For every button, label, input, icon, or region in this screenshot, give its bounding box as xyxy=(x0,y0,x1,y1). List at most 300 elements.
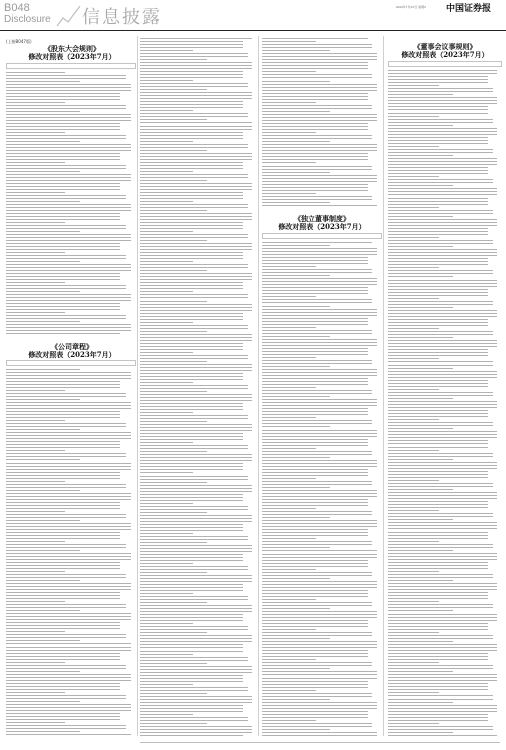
text-line xyxy=(6,469,131,470)
text-line xyxy=(140,415,248,416)
text-line xyxy=(388,422,493,423)
text-line xyxy=(388,528,497,529)
text-line xyxy=(388,692,439,693)
text-line xyxy=(388,286,497,287)
text-line xyxy=(140,666,252,667)
text-line xyxy=(388,659,488,660)
text-line xyxy=(6,616,131,617)
text-line xyxy=(140,690,248,691)
text-line xyxy=(140,195,243,196)
text-line xyxy=(140,409,243,410)
text-line xyxy=(388,322,488,323)
text-line xyxy=(262,511,372,512)
text-line xyxy=(140,672,252,673)
text-line xyxy=(262,120,377,121)
section-name-en: Disclosure xyxy=(4,14,51,25)
text-line xyxy=(388,419,439,420)
text-line xyxy=(262,554,377,555)
text-line xyxy=(140,563,193,564)
text-line xyxy=(262,41,316,42)
text-line xyxy=(6,695,126,696)
text-line xyxy=(140,451,207,452)
text-line xyxy=(140,539,248,540)
text-line xyxy=(262,117,377,118)
text-line xyxy=(6,309,120,310)
text-line xyxy=(140,337,252,338)
text-line xyxy=(262,590,368,591)
text-line xyxy=(388,328,439,329)
text-line xyxy=(6,487,126,488)
text-line xyxy=(388,176,439,177)
text-line xyxy=(388,623,488,624)
text-line xyxy=(388,401,497,402)
text-line xyxy=(262,587,377,588)
text-line xyxy=(140,382,193,383)
text-line xyxy=(140,291,193,292)
text-line xyxy=(388,647,497,648)
text-line xyxy=(262,38,368,39)
text-line xyxy=(262,251,377,252)
text-line xyxy=(6,129,120,130)
text-line xyxy=(262,50,330,51)
text-line xyxy=(6,526,131,527)
text-line xyxy=(6,105,126,106)
text-line xyxy=(262,408,368,409)
text-line xyxy=(6,583,131,584)
text-line xyxy=(388,644,497,645)
text-line xyxy=(262,351,368,352)
text-line xyxy=(6,180,131,181)
text-line xyxy=(262,490,377,491)
text-line xyxy=(388,538,488,539)
text-line xyxy=(262,47,372,48)
text-line xyxy=(140,162,243,163)
text-line xyxy=(388,380,488,381)
text-line xyxy=(262,402,377,403)
text-line xyxy=(6,372,131,373)
text-line xyxy=(388,483,493,484)
text-line xyxy=(6,174,131,175)
text-line xyxy=(140,219,252,220)
text-line xyxy=(6,90,131,91)
text-line xyxy=(6,285,126,286)
text-line xyxy=(6,264,131,265)
text-line xyxy=(140,614,243,615)
text-line xyxy=(388,70,497,71)
text-line xyxy=(262,77,372,78)
text-line xyxy=(6,417,120,418)
text-line xyxy=(388,504,488,505)
text-line xyxy=(262,193,316,194)
text-line xyxy=(388,106,488,107)
text-line xyxy=(140,192,243,193)
text-line xyxy=(262,302,372,303)
text-line xyxy=(6,553,131,554)
text-line xyxy=(6,662,65,663)
text-line xyxy=(140,711,243,712)
text-line xyxy=(388,128,497,129)
text-line xyxy=(262,126,368,127)
text-line xyxy=(262,360,372,361)
text-line xyxy=(140,47,243,48)
text-line xyxy=(262,248,377,249)
text-line xyxy=(6,333,120,334)
text-line xyxy=(140,418,248,419)
text-line xyxy=(140,77,243,78)
text-line xyxy=(140,159,252,160)
text-line xyxy=(140,551,252,552)
text-line xyxy=(140,687,248,688)
text-line xyxy=(140,518,252,519)
text-line xyxy=(262,656,368,657)
text-line xyxy=(262,678,377,679)
text-line xyxy=(6,213,120,214)
text-line xyxy=(140,322,193,323)
text-line xyxy=(262,65,368,66)
table-title-name: 《公司章程》 xyxy=(51,342,93,351)
text-line xyxy=(262,269,372,270)
text-line xyxy=(140,442,193,443)
text-line xyxy=(388,671,453,672)
text-line xyxy=(6,189,120,190)
text-line xyxy=(388,149,493,150)
text-line xyxy=(388,450,439,451)
text-line xyxy=(388,316,497,317)
text-line xyxy=(388,276,453,277)
text-line xyxy=(140,83,248,84)
text-line xyxy=(140,89,207,90)
text-line xyxy=(388,510,439,511)
text-line xyxy=(140,530,243,531)
text-line xyxy=(262,56,377,57)
text-line xyxy=(6,472,120,473)
text-line xyxy=(388,225,497,226)
text-line xyxy=(262,714,368,715)
text-line xyxy=(388,346,497,347)
text-line xyxy=(262,687,368,688)
text-line xyxy=(140,548,252,549)
text-line xyxy=(262,135,372,136)
text-line xyxy=(262,647,377,648)
text-line xyxy=(262,611,377,612)
text-line xyxy=(6,595,120,596)
text-line xyxy=(6,478,120,479)
text-line xyxy=(140,566,248,567)
text-line xyxy=(388,434,497,435)
text-line xyxy=(262,493,377,494)
text-line xyxy=(388,94,453,95)
text-line xyxy=(6,216,120,217)
text-line xyxy=(140,370,252,371)
text-line xyxy=(6,156,120,157)
text-line xyxy=(6,683,120,684)
text-line xyxy=(262,318,368,319)
text-line xyxy=(388,337,453,338)
text-line xyxy=(388,331,493,332)
text-line xyxy=(388,729,493,730)
text-line xyxy=(262,484,372,485)
text-line xyxy=(262,254,377,255)
text-line xyxy=(388,301,493,302)
text-line xyxy=(388,131,497,132)
text-line xyxy=(140,569,248,570)
text-line xyxy=(140,675,243,676)
text-line xyxy=(140,216,252,217)
text-line xyxy=(140,126,252,127)
text-line xyxy=(388,88,493,89)
text-line xyxy=(6,466,131,467)
text-line xyxy=(262,93,368,94)
text-line xyxy=(140,527,243,528)
text-line xyxy=(262,345,377,346)
text-line xyxy=(388,228,488,229)
text-line xyxy=(262,260,368,261)
text-line xyxy=(262,405,377,406)
text-line xyxy=(140,104,243,105)
text-line xyxy=(388,650,497,651)
text-line xyxy=(140,620,243,621)
text-line xyxy=(6,171,80,172)
text-line xyxy=(388,398,453,399)
text-line xyxy=(388,243,493,244)
text-line xyxy=(262,659,316,660)
table-header-row xyxy=(262,233,382,239)
text-line xyxy=(140,150,207,151)
text-line xyxy=(262,614,377,615)
text-line xyxy=(140,156,252,157)
text-line xyxy=(140,466,243,467)
text-line xyxy=(6,577,126,578)
text-line xyxy=(262,617,377,618)
text-line xyxy=(6,75,126,76)
text-line xyxy=(262,190,368,191)
text-line xyxy=(6,126,120,127)
text-line xyxy=(140,207,248,208)
text-line xyxy=(262,169,372,170)
text-line xyxy=(6,390,65,391)
text-line xyxy=(262,102,316,103)
text-line xyxy=(262,641,377,642)
text-line xyxy=(388,465,497,466)
text-line xyxy=(262,281,377,282)
text-line xyxy=(6,375,131,376)
text-line xyxy=(262,662,372,663)
text-line xyxy=(262,293,368,294)
text-line xyxy=(388,556,497,557)
text-line xyxy=(6,96,120,97)
text-line xyxy=(388,73,497,74)
text-line xyxy=(388,431,497,432)
column-divider xyxy=(258,36,259,736)
text-line xyxy=(388,295,488,296)
text-line xyxy=(140,651,243,652)
text-line xyxy=(262,635,372,636)
text-line xyxy=(140,454,252,455)
text-line xyxy=(6,159,120,160)
text-line xyxy=(388,614,497,615)
text-line xyxy=(388,456,493,457)
text-line xyxy=(262,560,368,561)
text-line xyxy=(388,480,439,481)
text-line xyxy=(262,336,330,337)
text-line xyxy=(388,310,497,311)
column-divider xyxy=(383,36,384,736)
text-line xyxy=(388,629,488,630)
text-line xyxy=(388,486,493,487)
text-line xyxy=(140,98,252,99)
text-line xyxy=(388,516,493,517)
text-line xyxy=(6,273,120,274)
text-line xyxy=(388,513,493,514)
text-line xyxy=(6,117,131,118)
text-line xyxy=(6,499,131,500)
text-line xyxy=(388,140,488,141)
text-line xyxy=(262,321,368,322)
text-line xyxy=(140,536,248,537)
text-line xyxy=(262,593,368,594)
text-line xyxy=(140,144,248,145)
text-line xyxy=(6,475,120,476)
text-line xyxy=(262,114,377,115)
text-line xyxy=(6,81,80,82)
text-line xyxy=(140,681,243,682)
text-line xyxy=(262,166,372,167)
text-line xyxy=(6,135,126,136)
text-line xyxy=(262,496,377,497)
text-line xyxy=(388,392,493,393)
text-line xyxy=(140,119,207,120)
text-line xyxy=(140,213,252,214)
text-line xyxy=(6,725,126,726)
text-line xyxy=(388,686,488,687)
text-line xyxy=(262,263,368,264)
text-line xyxy=(262,472,368,473)
text-line xyxy=(140,349,243,350)
text-line xyxy=(388,626,488,627)
text-line xyxy=(140,723,207,724)
text-line xyxy=(388,383,488,384)
text-line xyxy=(140,702,252,703)
text-line xyxy=(6,183,120,184)
text-line xyxy=(388,550,453,551)
text-line xyxy=(388,601,439,602)
text-line xyxy=(388,270,493,271)
text-line xyxy=(140,509,248,510)
text-line xyxy=(388,699,493,700)
text-line xyxy=(6,677,131,678)
text-line xyxy=(388,641,453,642)
text-line xyxy=(6,496,131,497)
text-line xyxy=(6,321,80,322)
text-line xyxy=(388,474,488,475)
table-title-board-rules xyxy=(388,43,502,59)
text-line xyxy=(388,425,493,426)
text-line xyxy=(140,647,243,648)
text-line xyxy=(388,562,488,563)
text-line xyxy=(140,325,248,326)
text-line xyxy=(140,608,252,609)
text-line xyxy=(388,371,497,372)
text-line xyxy=(6,656,120,657)
text-line xyxy=(262,535,368,536)
text-line xyxy=(6,592,120,593)
text-line xyxy=(140,352,193,353)
text-line xyxy=(6,222,65,223)
text-line xyxy=(6,634,126,635)
text-line xyxy=(6,722,65,723)
text-line xyxy=(6,102,65,103)
text-line xyxy=(262,623,368,624)
text-line xyxy=(6,237,131,238)
text-line xyxy=(388,258,488,259)
text-line xyxy=(262,399,377,400)
text-line xyxy=(140,485,252,486)
text-line xyxy=(262,711,368,712)
text-line xyxy=(388,280,497,281)
text-line xyxy=(6,463,131,464)
table-header-row xyxy=(6,63,136,69)
table-title-subtitle: 修改对照表（2023年7月） xyxy=(278,222,366,231)
text-line xyxy=(388,410,488,411)
text-line xyxy=(6,297,131,298)
text-line xyxy=(6,429,80,430)
text-line xyxy=(6,252,65,253)
text-line xyxy=(140,735,243,736)
text-line xyxy=(140,542,207,543)
text-line xyxy=(262,339,377,340)
text-line xyxy=(388,349,488,350)
text-line xyxy=(262,439,368,440)
text-line xyxy=(140,497,243,498)
text-line xyxy=(262,96,368,97)
text-line xyxy=(6,734,131,735)
text-line xyxy=(262,481,372,482)
text-line xyxy=(388,702,453,703)
text-line xyxy=(262,414,368,415)
text-line xyxy=(6,707,131,708)
text-line xyxy=(388,237,439,238)
text-line xyxy=(262,387,316,388)
text-line xyxy=(140,80,193,81)
text-line xyxy=(140,533,193,534)
text-line xyxy=(262,499,368,500)
text-line xyxy=(388,714,488,715)
text-line xyxy=(140,663,207,664)
table-title-name: 《股东大会规则》 xyxy=(44,44,100,53)
text-line xyxy=(262,290,368,291)
text-line xyxy=(140,267,248,268)
text-line xyxy=(6,650,131,651)
text-line xyxy=(388,173,488,174)
text-line xyxy=(140,400,252,401)
text-line xyxy=(262,608,330,609)
text-line xyxy=(388,617,497,618)
text-line xyxy=(262,111,330,112)
text-line xyxy=(6,249,120,250)
text-line xyxy=(140,699,252,700)
text-line xyxy=(140,113,248,114)
text-line xyxy=(140,644,243,645)
text-line xyxy=(6,532,120,533)
text-line xyxy=(140,479,248,480)
text-line xyxy=(6,195,126,196)
text-line xyxy=(6,423,126,424)
text-line xyxy=(6,565,120,566)
text-line xyxy=(140,273,252,274)
text-line xyxy=(140,122,252,123)
text-line xyxy=(6,300,131,301)
table-title-articles xyxy=(10,343,134,359)
